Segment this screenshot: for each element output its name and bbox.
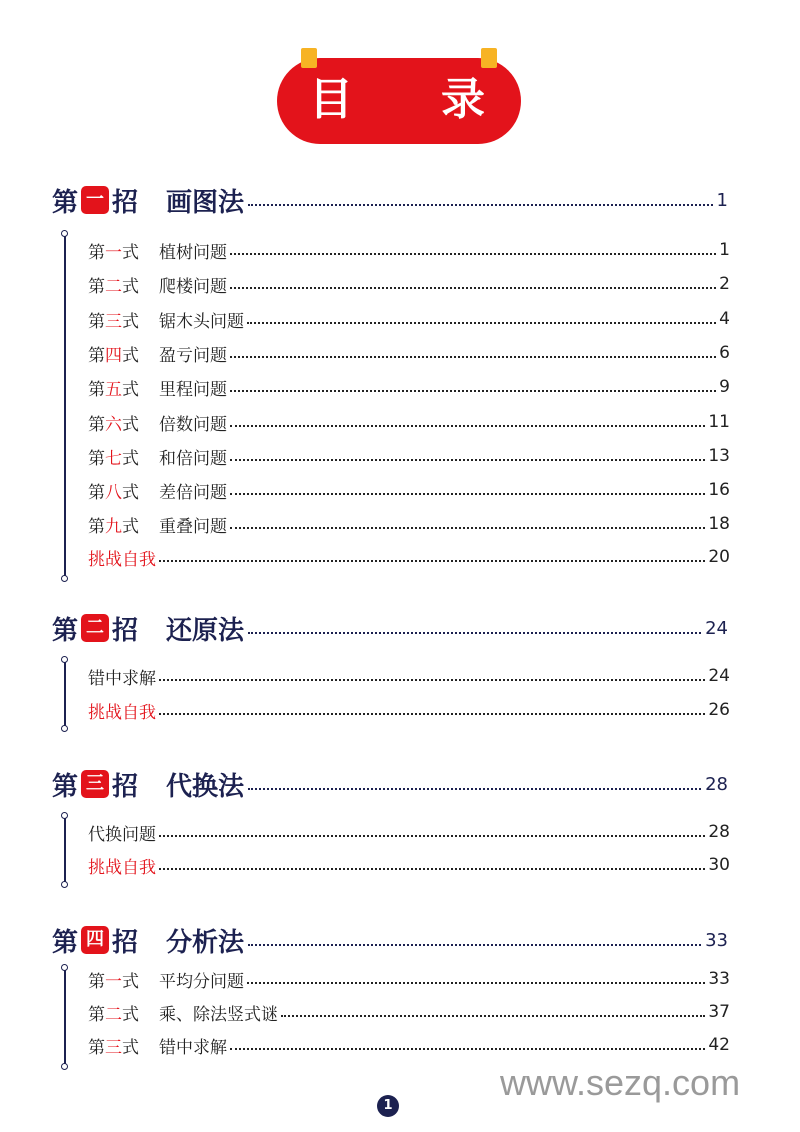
chapter-suffix: 招 bbox=[112, 771, 139, 802]
dot-leader bbox=[230, 356, 716, 358]
dot-leader bbox=[230, 1048, 705, 1050]
toc-item[interactable] bbox=[88, 818, 730, 846]
item-label: 第三式 bbox=[88, 1037, 139, 1058]
chapter-1-timeline bbox=[64, 236, 66, 576]
dot-leader bbox=[159, 560, 705, 562]
item-page-number: 42 bbox=[708, 1035, 730, 1055]
item-title: 重叠问题 bbox=[159, 516, 227, 537]
toc-banner bbox=[277, 48, 521, 144]
dot-leader bbox=[281, 1015, 705, 1017]
dot-leader bbox=[159, 868, 705, 870]
item-title: 错中求解 bbox=[159, 1037, 227, 1058]
dot-leader bbox=[159, 713, 705, 715]
item-page-number: 24 bbox=[708, 666, 730, 686]
dot-leader bbox=[230, 425, 705, 427]
item-title: 差倍问题 bbox=[159, 482, 227, 503]
page-number-badge: 1 bbox=[377, 1095, 399, 1117]
item-page-number: 9 bbox=[719, 377, 730, 397]
toc-item[interactable] bbox=[88, 1031, 730, 1059]
item-page-number: 11 bbox=[708, 412, 730, 432]
toc-challenge-item[interactable] bbox=[88, 696, 730, 724]
chapter-prefix: 第 bbox=[52, 187, 79, 218]
toc-item[interactable] bbox=[88, 998, 730, 1026]
chapter-suffix: 招 bbox=[112, 615, 139, 646]
toc-item[interactable] bbox=[88, 442, 730, 470]
chapter-prefix: 第 bbox=[52, 927, 79, 958]
toc-item[interactable] bbox=[88, 965, 730, 993]
banner-title-char-2: 录 bbox=[441, 74, 485, 125]
chapter-number-badge: 二 bbox=[81, 614, 109, 642]
item-label: 第二式 bbox=[88, 276, 139, 297]
item-label: 第五式 bbox=[88, 379, 139, 400]
item-title: 代换问题 bbox=[88, 824, 156, 845]
dot-leader bbox=[159, 835, 705, 837]
item-page-number: 16 bbox=[708, 480, 730, 500]
item-title: 爬楼问题 bbox=[159, 276, 227, 297]
dot-leader bbox=[230, 390, 716, 392]
chapter-page-number: 1 bbox=[716, 189, 728, 211]
dot-leader bbox=[230, 527, 705, 529]
toc-item[interactable] bbox=[88, 408, 730, 436]
watermark-text: www.sezq.com bbox=[500, 1062, 741, 1103]
dot-leader bbox=[247, 322, 716, 324]
chapter-2-timeline bbox=[64, 662, 66, 726]
chapter-3-heading[interactable] bbox=[52, 764, 728, 804]
chapter-number-badge: 一 bbox=[81, 186, 109, 214]
item-label: 第三式 bbox=[88, 311, 139, 332]
toc-item[interactable] bbox=[88, 476, 730, 504]
item-page-number: 33 bbox=[708, 969, 730, 989]
item-title: 盈亏问题 bbox=[159, 345, 227, 366]
item-title: 锯木头问题 bbox=[159, 311, 244, 332]
chapter-prefix: 第 bbox=[52, 771, 79, 802]
item-page-number: 4 bbox=[719, 309, 730, 329]
toc-challenge-item[interactable] bbox=[88, 543, 730, 571]
dot-leader bbox=[230, 253, 716, 255]
banner-tab-left bbox=[301, 48, 317, 68]
item-title: 里程问题 bbox=[159, 379, 227, 400]
toc-item[interactable] bbox=[88, 236, 730, 264]
dot-leader bbox=[248, 632, 701, 634]
challenge-label: 挑战自我 bbox=[88, 549, 156, 570]
item-title: 错中求解 bbox=[88, 668, 156, 689]
item-label: 第七式 bbox=[88, 448, 139, 469]
item-page-number: 20 bbox=[708, 547, 730, 567]
toc-item[interactable] bbox=[88, 662, 730, 690]
item-page-number: 37 bbox=[708, 1002, 730, 1022]
chapter-number-badge: 三 bbox=[81, 770, 109, 798]
item-page-number: 30 bbox=[708, 855, 730, 875]
chapter-page-number: 28 bbox=[705, 773, 728, 795]
item-label: 第一式 bbox=[88, 971, 139, 992]
dot-leader bbox=[230, 459, 705, 461]
toc-challenge-item[interactable] bbox=[88, 851, 730, 879]
toc-item[interactable] bbox=[88, 373, 730, 401]
chapter-title: 还原法 bbox=[166, 615, 245, 646]
banner-tab-right bbox=[481, 48, 497, 68]
item-page-number: 28 bbox=[708, 822, 730, 842]
chapter-page-number: 33 bbox=[705, 929, 728, 951]
chapter-title: 代换法 bbox=[166, 771, 245, 802]
item-title: 植树问题 bbox=[159, 242, 227, 263]
dot-leader bbox=[247, 982, 705, 984]
item-label: 第六式 bbox=[88, 414, 139, 435]
item-label: 第四式 bbox=[88, 345, 139, 366]
item-title: 倍数问题 bbox=[159, 414, 227, 435]
chapter-prefix: 第 bbox=[52, 615, 79, 646]
chapter-4-timeline bbox=[64, 970, 66, 1064]
item-page-number: 2 bbox=[719, 274, 730, 294]
chapter-title: 画图法 bbox=[166, 187, 245, 218]
dot-leader bbox=[159, 679, 705, 681]
item-label: 第一式 bbox=[88, 242, 139, 263]
chapter-suffix: 招 bbox=[112, 187, 139, 218]
dot-leader bbox=[230, 493, 705, 495]
item-label: 第九式 bbox=[88, 516, 139, 537]
item-title: 平均分问题 bbox=[159, 971, 244, 992]
item-title: 和倍问题 bbox=[159, 448, 227, 469]
challenge-label: 挑战自我 bbox=[88, 857, 156, 878]
toc-item[interactable] bbox=[88, 510, 730, 538]
dot-leader bbox=[248, 788, 701, 790]
chapter-suffix: 招 bbox=[112, 927, 139, 958]
item-page-number: 26 bbox=[708, 700, 730, 720]
chapter-title: 分析法 bbox=[166, 927, 245, 958]
challenge-label: 挑战自我 bbox=[88, 702, 156, 723]
dot-leader bbox=[248, 944, 701, 946]
item-page-number: 1 bbox=[719, 240, 730, 260]
chapter-3-timeline bbox=[64, 818, 66, 882]
item-page-number: 13 bbox=[708, 446, 730, 466]
chapter-1-heading[interactable] bbox=[52, 180, 728, 220]
banner-title-char-1: 目 bbox=[309, 74, 353, 125]
chapter-page-number: 24 bbox=[705, 617, 728, 639]
item-page-number: 18 bbox=[708, 514, 730, 534]
toc-item[interactable] bbox=[88, 339, 730, 367]
toc-item[interactable] bbox=[88, 270, 730, 298]
dot-leader bbox=[230, 287, 716, 289]
chapter-4-heading[interactable] bbox=[52, 920, 728, 960]
item-page-number: 6 bbox=[719, 343, 730, 363]
dot-leader bbox=[248, 204, 713, 206]
toc-item[interactable] bbox=[88, 305, 730, 333]
item-label: 第八式 bbox=[88, 482, 139, 503]
item-title: 乘、除法竖式谜 bbox=[159, 1004, 278, 1025]
chapter-2-heading[interactable] bbox=[52, 608, 728, 648]
item-label: 第二式 bbox=[88, 1004, 139, 1025]
chapter-number-badge: 四 bbox=[81, 926, 109, 954]
